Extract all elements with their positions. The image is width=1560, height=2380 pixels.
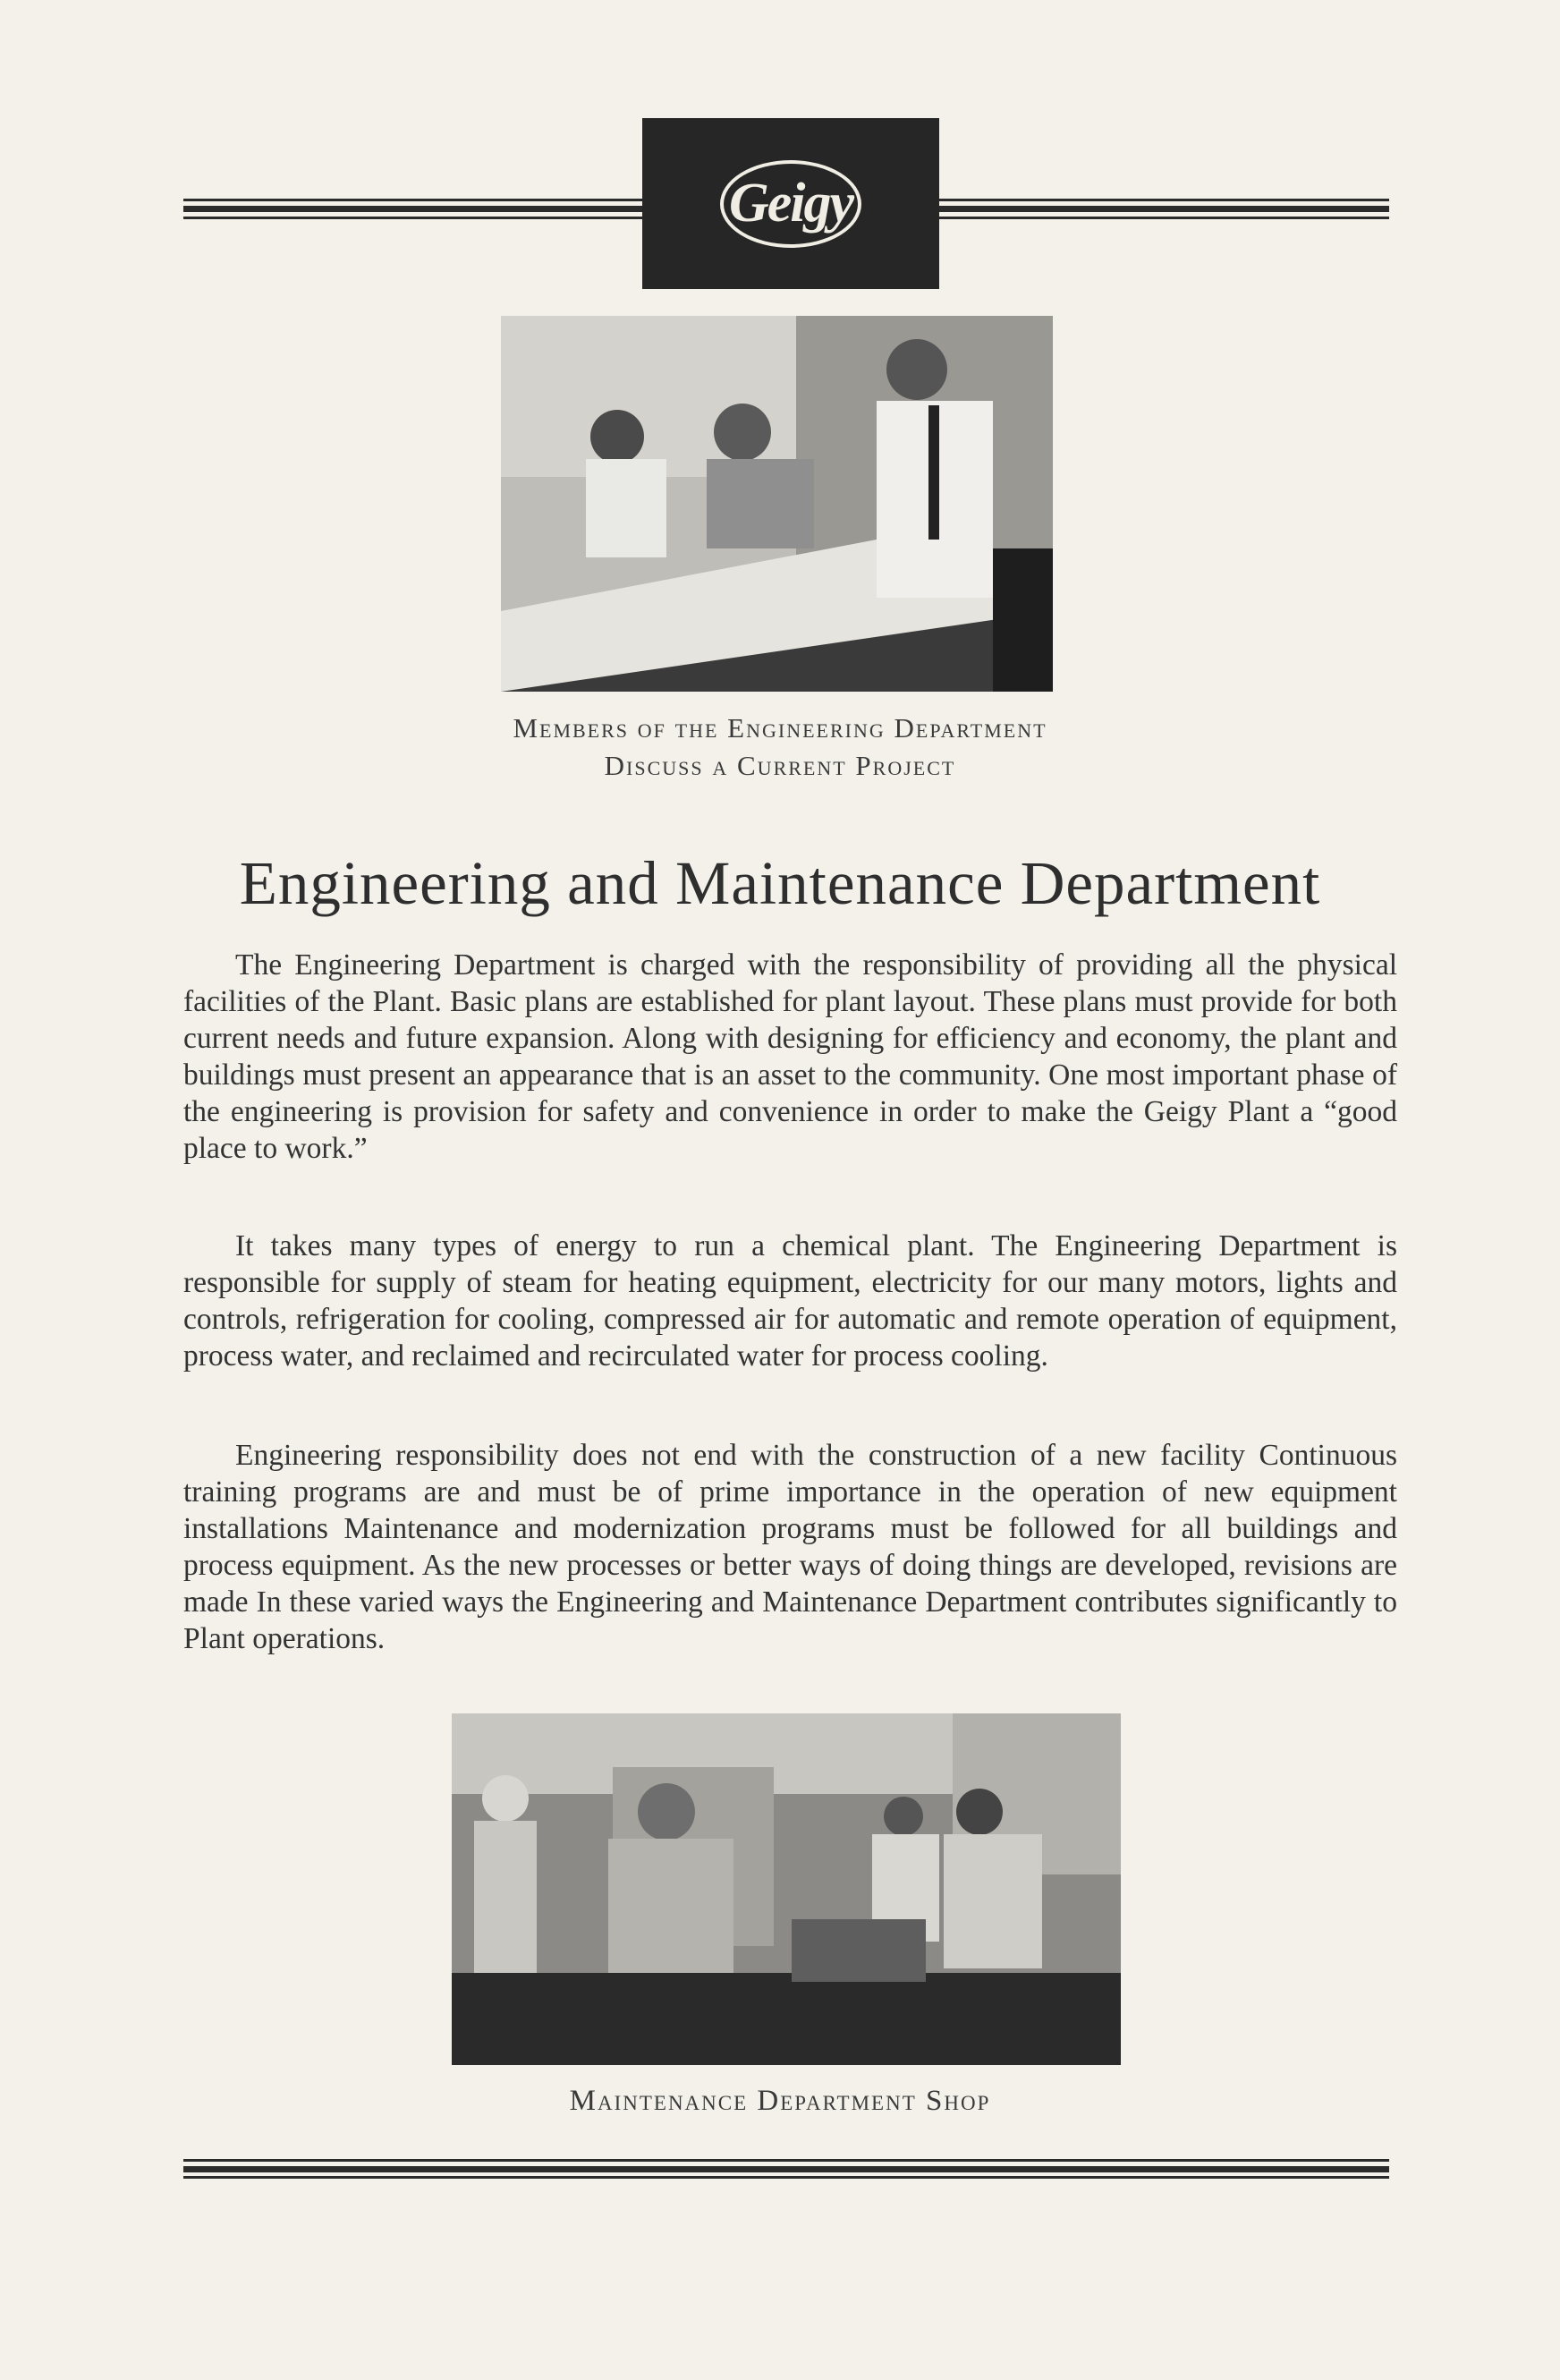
paragraph-2: It takes many types of energy to run a chemical plant. The Engineering Department is responsible for supply of steam for heating equipment, electricity for our many motors, lights and controls, refrigeration for cooling, compressed air for automatic and remote operation of equipment, process water, and reclaimed and recirculated water for process cooling. — [183, 1229, 1397, 1373]
top-photo-caption-line2: Discuss a Current Project — [604, 750, 956, 781]
logo-oval — [720, 160, 861, 248]
paragraph-1: The Engineering Department is charged with the responsibility of providing all the physical facilities of the Plant. Basic plans are established for plant layout. These plans must provide for both current needs and future expansion. Along with designing for efficiency and economy, the plant and buildings must present an appearance that is an asset to the community. One most important phase of the engineering is provision for safety and convenience in order to make the Geigy Plant a “good place to work.” — [183, 948, 1397, 1165]
bottom-rule — [183, 2159, 1389, 2180]
paragraph-3: Engineering responsibility does not end with the construction of a new facility Continuous training programs are and must be of prime importance in the operation of new equipment installations Maintenance and modernization programs must be followed for all buildings and process equipment. As the new processes or better ways of doing things are developed, revisions are made In these varied ways the Engineering and Maintenance Department contributes significantly to Plant operations. — [183, 1439, 1397, 1655]
page-title: Engineering and Maintenance Department — [239, 849, 1321, 917]
top-rule-right — [939, 199, 1389, 222]
engineering-photo — [501, 316, 1053, 692]
logo-text: Geigy — [728, 173, 853, 234]
bottom-photo-caption: Maintenance Department Shop — [569, 2085, 991, 2117]
top-rule-left — [183, 199, 642, 222]
top-photo-caption-line1: Members of the Engineering Department — [513, 712, 1047, 744]
maintenance-shop-photo — [452, 1713, 1121, 2065]
geigy-logo — [642, 118, 939, 289]
